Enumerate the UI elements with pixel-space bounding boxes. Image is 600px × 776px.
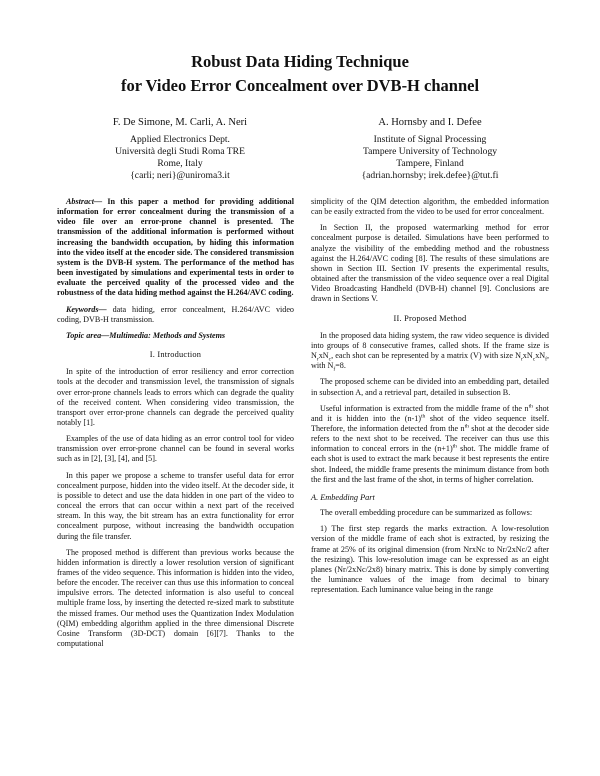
keywords-text: data hiding, error concealment, H.264/AVC video coding, DVB-H transmission. <box>57 304 294 324</box>
author-email: {carli; neri}@uniroma3.it <box>130 170 230 181</box>
paragraph: The overall embedding procedure can be summarized as follows: <box>320 508 533 518</box>
paragraph <box>311 404 549 485</box>
topic-area: Topic area—Multimedia: Methods and Systems <box>66 330 226 340</box>
text-run: , with N <box>311 351 549 371</box>
subscript: f <box>545 356 547 363</box>
author-block-right <box>310 117 550 182</box>
superscript: th <box>464 423 469 430</box>
author-university: Tampere University of Technology <box>362 146 498 157</box>
text-run: =8. <box>335 361 346 371</box>
author-names: F. De Simone, M. Carli, A. Neri <box>112 117 248 128</box>
subscript: c <box>532 356 536 363</box>
subscript: f <box>333 366 336 373</box>
paragraph: In Section II, the proposed watermarking method for error concealment purpose is detailed. Simulations have been performed to analyze the visibility of the embedding method and the robustness against the H.264/AVC coding [8]. The results of these simulations are shown in Section III. Section IV presents the experimental results, obtained after the transmission of the video sequence over a real Digital Video Broadcasting Handheld (DVB-H) channel [9]. Conclusions are drawn in Sections V. <box>311 223 549 304</box>
text-run: shot. The middle frame of each shot is used to extract the mark because it best represents the entire shot. Indeed, the middle frame presents the minimum distance from both the first and the last frame of the shot, in terms of higher correlation. <box>311 444 549 484</box>
abstract <box>57 197 294 299</box>
superscript: th <box>452 443 457 450</box>
paragraph: The proposed scheme can be divided into an embedding part, detailed in subsection A, and a retrieval part, detailed in subsection B. <box>311 377 549 397</box>
superscript: th <box>420 413 426 420</box>
paragraph: In this paper we propose a scheme to transfer useful data for error concealment purpose, hidden into the video itself. At the decoder side, it is possible to detect and use the data hidden in one part of the video to conceal the errors that can occur within a next part of the received stream. In this way, the bit stream has an extra functionality for error concealment purpose, without increasing the bandwidth occupation during the file transfer. <box>57 470 294 541</box>
paragraph: The proposed method is different than previous works because the hidden information is directly a lower resolution version of significant frames of the video sequence. This information is hidden into the video, before the encoder. The receiver can thus use this information to conceal impulsive errors. The detected information is also useful to conceal multiple frame loss, by inserting the detected re-sized mark to substitute the missed frames. Our method uses the Quantization Index Modulation (QIM) embedding algorithm applied in the three dimensional Discrete Cosine Transform (3D-DCT) domain [6][7]. Thanks to the computational <box>57 547 294 649</box>
author-block-left <box>60 117 300 182</box>
paper-title-line-2: for Video Error Concealment over DVB-H channel <box>120 76 480 95</box>
paper-title-line-1: Robust Data Hiding Technique <box>191 52 409 71</box>
text-run: shot of the video sequence itself. Therefore, the information detected from the n <box>311 413 549 433</box>
author-dept: Applied Electronics Dept. <box>130 134 230 145</box>
paragraph: In spite of the introduction of error resiliency and error correction tools at the decoder and transmission level, the transmission of signals over error-prone channels leads to errors which can degrade the quality of the received content. When considering video transmission, the transport over error-prone channels can degrade the perceived quality notably [1]. <box>57 367 294 427</box>
text-run: shot at the decoder side refers to the next shot to be received. The receiver can thus use this information to conceal errors in the (n+1) <box>311 423 549 454</box>
abstract-lead: Abstract— <box>66 197 103 206</box>
author-city: Rome, Italy <box>157 158 203 169</box>
subscript: c <box>328 356 332 363</box>
right-column <box>311 197 549 601</box>
subscript: r <box>316 356 319 363</box>
author-names: A. Hornsby and I. Defee <box>378 117 482 128</box>
text-run: xN <box>522 351 533 361</box>
keywords-lead: Keywords— <box>66 304 107 314</box>
text-run: In the proposed data hiding system, the raw video sequence is divided into groups of 8 consecutive frames, called shots. If the frame size is N <box>311 330 549 361</box>
subscript: r <box>520 356 523 363</box>
text-run: Useful information is extracted from the middle frame of the n <box>320 403 529 413</box>
text-run: shot and it is hidden into the (n-1) <box>311 403 549 423</box>
paragraph <box>311 331 549 372</box>
text-run: xN <box>535 351 546 361</box>
abstract-text: In this paper a method for providing additional information for error concealment during the transmission of a video file over an error-prone channel is presented. The transmission of the additional information is performed without increasing the bandwidth occupation, by hiding this information into the video itself at the encoder side. The considered transmission system is the DVB-H system. The performance of the method has been investigated by simulations and experimental tests in order to evaluate the perceived quality of the processed video and the robustness of the data hiding method against the H.264/AVC coding. <box>57 197 294 298</box>
author-email: {adrian.hornsby; irek.defee}@tut.fi <box>361 170 499 181</box>
subsection-heading-embedding-part: A. Embedding Part <box>311 492 375 502</box>
paragraph: 1) The first step regards the marks extraction. A low-resolution version of the middle frame of each shot is extracted, by resizing the frame at 25% of its original dimension (from NrxNc to Nr/2xNc/2 after the resizing). This low-resolution image can be expressed as an eight planes (Nr/2xNc/2x8) binary matrix. This is done by simply converting the luminance values of the image from decimal to binary representation. Each luminance value being in the range <box>311 524 549 595</box>
section-heading-proposed-method: II. Proposed Method <box>393 313 467 323</box>
keywords <box>57 305 294 325</box>
superscript: th <box>528 402 533 409</box>
text-run: , each shot can be represented by a matrix (V) with size N <box>331 351 521 361</box>
text-run: xN <box>318 351 329 361</box>
left-column <box>57 197 294 655</box>
author-dept: Institute of Signal Processing <box>373 134 487 145</box>
section-heading-introduction: I. Introduction <box>149 350 202 360</box>
paragraph: Examples of the use of data hiding as an error control tool for video transmission over error-prone channel can be found in several works such as in [2], [3], [4], and [5]. <box>57 434 294 464</box>
author-university: Università degli Studi Roma TRE <box>115 146 245 157</box>
author-city: Tampere, Finland <box>396 158 464 169</box>
paragraph: simplicity of the QIM detection algorithm, the embedded information can be easily extracted from the video to be used for error concealment. <box>311 197 549 217</box>
